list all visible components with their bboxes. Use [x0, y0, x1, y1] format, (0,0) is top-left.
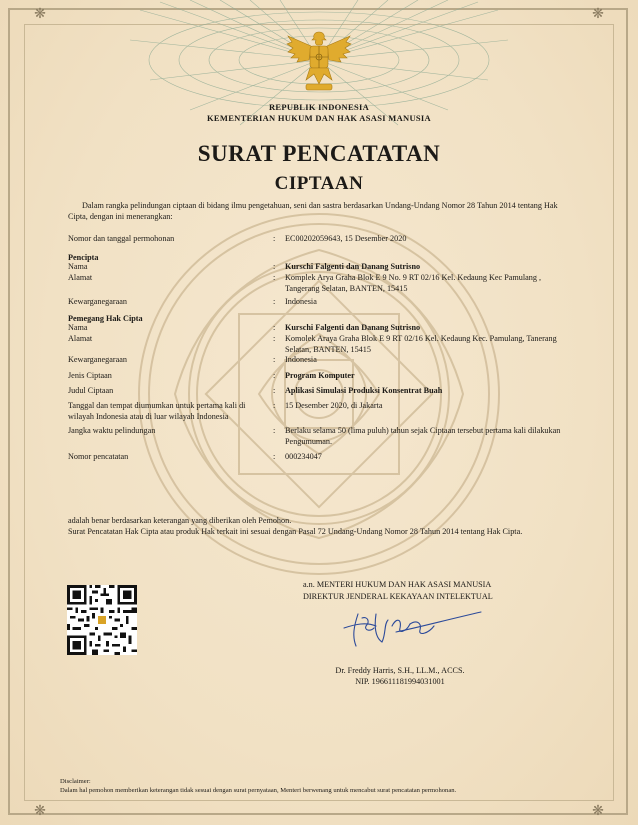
official-nip: NIP. 196611181994031001 — [355, 677, 445, 686]
field-label: Judul Ciptaan — [68, 386, 114, 395]
field-label: Nama — [68, 262, 88, 271]
field-row-announcement — [68, 401, 574, 422]
field-row-application — [68, 234, 574, 245]
field-colon: : — [273, 452, 276, 461]
field-value-creator-nationality: Indonesia — [285, 297, 317, 306]
field-label: Alamat — [68, 334, 93, 343]
field-colon: : — [273, 401, 276, 410]
header-country: REPUBLIK INDONESIA — [268, 102, 370, 112]
field-row-protection-term — [68, 426, 574, 447]
field-colon: : — [273, 297, 276, 306]
field-row-work-type — [68, 371, 574, 382]
field-row-creator-nationality — [68, 297, 574, 308]
field-colon: : — [273, 323, 276, 332]
field-value-creator-address: Komplek Arya Graha Blok E 9 No. 9 RT 02/16 Kel. Kedaung Kec Pamulang , Tangerang Selatan, BANTEN, 15415 — [285, 273, 542, 293]
closing-line-1: adalah benar berdasarkan keterangan yang diberikan oleh Pemohon. — [68, 516, 292, 525]
field-value-holder-nationality: Indonesia — [285, 355, 317, 364]
corner-ornament-icon: ❋ — [34, 6, 46, 22]
field-row-work-title — [68, 386, 574, 397]
field-colon: : — [273, 273, 276, 282]
corner-ornament-icon: ❋ — [34, 803, 46, 819]
document-title: SURAT PENCATATAN — [197, 141, 441, 166]
field-value-work-title: Aplikasi Simulasi Produksi Konsentrat Buah — [285, 386, 443, 395]
field-row-creator-name — [68, 262, 574, 273]
closing-line-2: Surat Pencatatan Hak Cipta atau produk Hak terkait ini sesuai dengan Pasal 72 Undang-Undang Nomor 28 Tahun 2014 tentang Hak Cipta. — [68, 527, 523, 536]
signatory-title: DIREKTUR JENDERAL KEKAYAAN INTELEKTUAL — [303, 592, 493, 601]
garuda-emblem-icon — [284, 26, 354, 96]
certificate-fields — [68, 234, 574, 463]
disclaimer-label: Disclaimer: — [60, 778, 91, 785]
section-heading-creator: Pencipta — [68, 253, 99, 262]
field-value-protection-term: Berlaku selama 50 (lima puluh) tahun sejak Ciptaan tersebut pertama kali dilakukan Pengumuman. — [285, 426, 561, 446]
corner-ornament-icon: ❋ — [592, 6, 604, 22]
header-ministry: KEMENTERIAN HUKUM DAN HAK ASASI MANUSIA — [207, 113, 431, 123]
field-value-record-number: 000234047 — [285, 452, 322, 461]
field-value-announcement: 15 Desember 2020, di Jakarta — [285, 401, 383, 410]
field-colon: : — [273, 334, 276, 343]
field-label: Nama — [68, 323, 88, 332]
qr-code — [67, 585, 137, 655]
field-colon: : — [273, 371, 276, 380]
field-value-work-type: Program Komputer — [285, 371, 355, 380]
field-label: Kewarganegaraan — [68, 297, 127, 306]
field-row-holder-name — [68, 323, 574, 334]
intro-paragraph: Dalam rangka pelindungan ciptaan di bidang ilmu pengetahuan, seni dan sastra berdasarkan Undang-Undang Nomor 28 Tahun 2014 tentang Hak Cipta, dengan ini menerangkan: — [68, 201, 558, 221]
field-row-holder-address — [68, 334, 574, 355]
section-heading-holder: Pemegang Hak Cipta — [68, 314, 143, 323]
field-row-creator-address — [68, 273, 574, 294]
corner-ornament-icon: ❋ — [592, 803, 604, 819]
field-label: Kewarganegaraan — [68, 355, 127, 364]
field-value-holder-address: Komolek Araya Graha Blok E 9 RT 02/16 Kel. Kedaung Kec. Pamulang, Tanerang Selatan, BANTEN, 15415 — [285, 334, 557, 354]
disclaimer-text: Dalam hal pemohon memberikan keterangan tidak sesuai dengan surat pernyataan, Menteri berwenang untuk mencabut surat pencatatan permohonan. — [60, 787, 457, 794]
field-colon: : — [273, 426, 276, 435]
field-colon: : — [273, 262, 276, 271]
field-label: Alamat — [68, 273, 93, 282]
handwritten-signature — [336, 604, 486, 652]
field-colon: : — [273, 386, 276, 395]
field-row-holder-nationality — [68, 355, 574, 366]
field-value-application: EC00202059643, 15 Desember 2020 — [285, 234, 407, 243]
field-label: Jangka waktu pelindungan — [68, 426, 156, 435]
field-colon: : — [273, 355, 276, 364]
field-value-creator-name: Kurschi Falgenti dan Danang Sutrisno — [285, 262, 421, 271]
official-name: Dr. Freddy Harris, S.H., LL.M., ACCS. — [335, 666, 465, 675]
field-label: Jenis Ciptaan — [68, 371, 112, 380]
field-value-holder-name: Kurschi Falgenti dan Danang Sutrisno — [285, 323, 421, 332]
document-subtitle: CIPTAAN — [274, 173, 364, 194]
field-label: Nomor pencatatan — [68, 452, 129, 461]
field-colon: : — [273, 234, 276, 243]
signatory-on-behalf: a.n. MENTERI HUKUM DAN HAK ASASI MANUSIA — [303, 580, 492, 589]
field-row-record-number — [68, 452, 574, 463]
field-label: Tanggal dan tempat diumumkan untuk pertama kali di wilayah Indonesia atau di luar wilayah Indonesia — [68, 401, 246, 421]
field-label: Nomor dan tanggal permohonan — [68, 234, 175, 243]
closing-statement — [68, 515, 574, 537]
